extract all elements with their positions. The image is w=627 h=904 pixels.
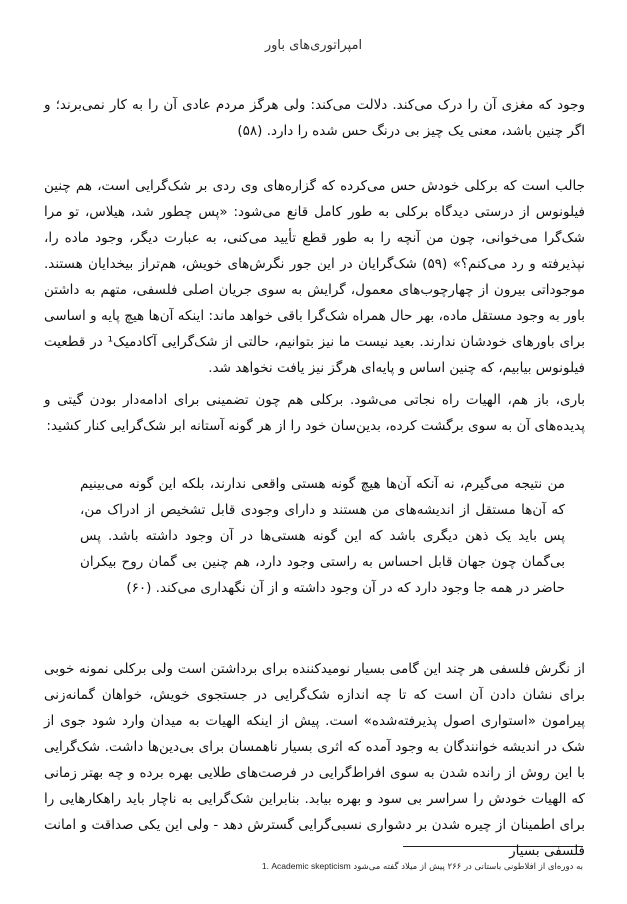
body-paragraph-3 [44, 656, 585, 864]
body-paragraph-top [44, 92, 585, 144]
quote-text: من نتیجه می‌گیرم، نه آنکه آن‌ها هیچ گونه هستی واقعی ندارند، بلکه این گونه می‌بینیم که آن‌ها مستقل از اندیشه‌های من هستند و دارای وجودی قابل تشخیص از ادراک من، پس باید یک ذهن دیگری باشد که این گونه هستی‌ها در آن وجود داشته باشد. پس بی‌گمان چون جهان قابل احساس به راستی وجود دارد، هم چنین بی گمان روح بیکران حاضر در همه جا وجود دارد که در آن وجود داشته و از آن نگهداری می‌کند. (۶۰) [80, 476, 565, 596]
paragraph-text: جالب است که برکلی خودش حس می‌کرده که گزاره‌های وی ردی بر شک‌گرایی است، هم چنین فیلونوس از درستی دیدگاه برکلی به طور کامل قانع می‌شود: «پس چطور شد، هیلاس، تو مرا شک‌گرا می‌خوانی، چون من آنچه را به طور قطع تأیید می‌کنی، به عبارت دیگر، وجود ماده را، نپذیرفته و رد می‌کنم؟» (۵۹) شک‌گرایان در این جور نگرش‌های خویش، هم‌تراز بیخدایان هستند. موجوداتی بیرون از چهارچوب‌های معمول، گرایش به سوی جریان اصلی فلسفی، متهم به داشتن باور به وجود مستقل ماده، بهر حال همراه شک‌گرا باقی خواهد ماند: اینکه آن‌ها هیچ پایه و اساسی برای باورهای خودشان ندارند. بعید نیست ما نیز بتوانیم، حالتی از شک‌گرایی آکادمیک¹ در قطعیت فیلونوس بیابیم، که چنین اساس و پایه‌ای هرگز نیز یافت نخواهد شد. [44, 178, 585, 376]
paragraph-text: از نگرش فلسفی هر چند این گامی بسیار نومیدکننده برای برداشتن است ولی برکلی نمونه خوبی برای نشان دادن آن است که تا چه اندازه شک‌گرایی در جستجوی خویش، خواهان گمانه‌زنی پیرامون «استواری اصول پذیرفته‌شده» است. پیش از اینکه الهیات به میدان وارد شود جوی از شک در اندیشه خوانندگان به وجود آمده که اثری بسیار ناهمسان برای بی‌دین‌ها داشت. شک‌گرایی با این روش از رانده شدن به سوی افراط‌گرایی در فرصت‌های طلایی بهره برده و چه بهتر زمانی که الهیات خودش را سراسر بی سود و بهره بیابد. بنابراین شک‌گرایی به ناچار باید راهکارهایی را برای اطمینان از چیره شدن بر دشواری نسبی‌گرایی گسترش دهد - ولی این یکی صداقت و امانت فلسفی بسیار [44, 661, 585, 859]
footnote-divider [403, 846, 583, 847]
body-paragraph-1 [44, 173, 585, 381]
running-head-title: امپراتوری‌های باور [264, 38, 363, 53]
footnote-text-persian: به دوره‌ای از افلاطونی باستانی در ۲۶۶ پیش از میلاد گفته می‌شود [353, 862, 583, 872]
body-paragraph-2 [44, 387, 585, 439]
footnote [44, 860, 583, 873]
block-quote [80, 471, 565, 601]
footnote-text-english: 1. Academic skepticism [261, 861, 351, 871]
paragraph-text: باری، باز هم، الهیات راه نجاتی می‌شود. برکلی هم چون تضمینی برای ادامه‌دار بودن گیتی و پدیده‌های آن به سوی برگشت کرده، بدین‌سان خود را از هر گونه آستانه ابر شک‌گرایی کنار کشید: [44, 392, 585, 434]
paragraph-text: وجود که مغزی آن را درک می‌کند. دلالت می‌کند: ولی هرگز مردم عادی آن را به کار نمی‌برند؛ و اگر چنین باشد، معنی یک چیز بی درنگ حس شده را دارد. (۵۸) [44, 97, 585, 139]
